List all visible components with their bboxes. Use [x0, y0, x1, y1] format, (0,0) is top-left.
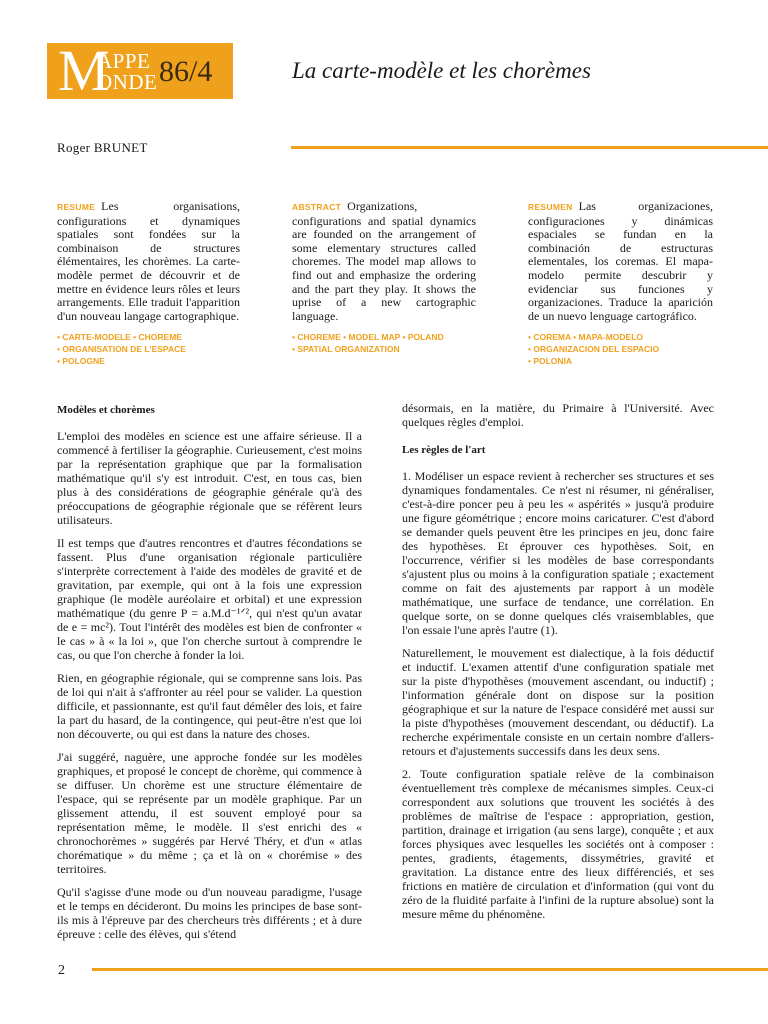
abstract-body: Les organisations, configurations et dynamiques spatiales sont fondées sur la combinaison de structures élémentaires, les chorèmes. La carte-modèle permet de découvrir et de mettre en évidence leurs rôles et leurs arrangements. Elle traduit l'apparition d'un nouveau langage cartographique.	[57, 199, 240, 323]
body-paragraph: L'emploi des modèles en science est une affaire sérieuse. Il a commencé à fertiliser la géographie. Curieusement, c'est moins par la représentation graphique que par la formalisation mathématique qu'il s'y est introduit. C'est, en tous cas, bien plus à des considérations de géographie générale qu'à des préoccupations de géographie régionale que se réfèrent leurs utilisateurs.	[57, 429, 362, 527]
keyword-line: • SPATIAL ORGANIZATION	[292, 344, 400, 355]
body-paragraph: Qu'il s'agisse d'une mode ou d'un nouveau paradigme, l'usage et le temps en décideront. Du moins les principes de base sont-ils mis à l'épreuve par des chercheurs très différents ; et à dure épreuve : celle des élèves, qui s'étend	[57, 885, 362, 941]
abstract-english	[292, 200, 476, 355]
logo-word-bottom: ONDE	[97, 70, 158, 94]
footer-rule	[92, 968, 768, 971]
keyword-list	[528, 331, 713, 367]
abstract-label: RESUME	[57, 202, 96, 212]
body-column-left	[57, 403, 362, 950]
abstract-label: RESUMEN	[528, 202, 573, 212]
logo-word-top: APPE	[97, 49, 151, 73]
keyword-line: • ORGANIZACION DEL ESPACIO	[528, 344, 660, 355]
keyword-line: • ORGANISATION DE L'ESPACE	[57, 344, 186, 355]
body-paragraph: désormais, en la matière, du Primaire à l'Université. Avec quelques règles d'emploi.	[402, 401, 714, 429]
body-paragraph: Il est temps que d'autres rencontres et d'autres fécondations se fassent. Plus d'une organisation régionale particulière s'interprète correctement à l'aide des modèles de gravité et de gravitation, par exemple, qui ont à la fois une expression graphique (le modèle auréolaire et orbital) et une expression mathématique (du genre P = a.M.d⁻¹ᐟ², qui n'est qu'un avatar de e = mc²). Tout l'intérêt des modèles est bien de confronter « le cas » à « la loi », que l'on cherche surtout à comprendre le cas, ou que l'on cherche à fonder la loi.	[57, 536, 362, 662]
abstract-label: ABSTRACT	[292, 202, 342, 212]
issue-number: 86/4	[159, 55, 213, 88]
keyword-list	[57, 331, 240, 367]
body-paragraph: Rien, en géographie régionale, qui se comprenne sans lois. Pas de loi qui n'ait à s'affronter au réel pour se valider. La question difficile, et passionnante, est qu'il faut démêler des lois, et faire la part du hasard, de la contingence, qui peut-être n'est que loi non découverte, ou qui est dans la nature des choses.	[57, 671, 362, 741]
logo-initial: M	[58, 38, 110, 103]
body-paragraph: 2. Toute configuration spatiale relève de la combinaison éventuellement très complexe de mécanismes simples. Ceux-ci correspondent aux solutions que trouvent les sociétés à des problèmes de maîtrise de l'espace : appropriation, gestion, partition, drainage et irrigation (au sens large), conquête ; et aux forces physiques avec lesquelles les sociétés ont à composer : pentes, gradients, étagements, dissymétries, gravité et gravitation. La distance entre des lieux différenciés, et ses frictions en matière de circulation et d'information (qui vont du zéro de la fluidité parfaite à l'infini de la rupture absolue) sont la mesure même du phénomène.	[402, 767, 714, 921]
body-paragraph: J'ai suggéré, naguère, une approche fondée sur les modèles graphiques, et proposé le concept de chorème, qui commence à se diffuser. Un chorème est une structure élémentaire de l'espace, qui se représente par un modèle graphique. Par un glissement attendu, il est souvent employé pour sa représentation même, le modèle. Il s'est enrichi des « chronochorèmes » suggérés par Hervé Théry, et d'un « atlas chorématique » du même ; ça et là on « chorémise » des territoires.	[57, 750, 362, 876]
keyword-line: • CARTE-MODELE • CHOREME	[57, 332, 182, 343]
author-name: Roger BRUNET	[57, 140, 148, 155]
keyword-line: • POLOGNE	[57, 356, 105, 367]
keyword-line: • COREMA • MAPA-MODELO	[528, 332, 644, 343]
article-title: La carte-modèle et les chorèmes	[292, 58, 591, 83]
keyword-line: • CHOREME • MODEL MAP • POLAND	[292, 332, 444, 343]
body-column-right	[402, 401, 714, 930]
abstract-text	[292, 200, 476, 323]
mappemonde-logo	[47, 38, 233, 103]
abstract-text	[57, 200, 240, 323]
abstract-spanish	[528, 200, 713, 367]
section-heading: Les règles de l'art	[402, 444, 486, 456]
abstract-body: Organizations, configurations and spatial dynamics are founded on the arrangement of some elementary structures called choremes. The model map allows to find out and emphasize the ordering and the part they play. It shows the uprise of a new cartographic language.	[292, 199, 476, 323]
abstract-french	[57, 200, 240, 367]
body-paragraph: Naturellement, le mouvement est dialectique, à la fois déductif et inductif. L'examen attentif d'une configuration spatiale met sur la piste d'hypothèses (mouvement ascendant, ou inductif) ; l'information générale dont on dispose sur la position géographique et sur la nature de l'espace considéré met aussi sur la piste d'hypothèses (mouvement descendant, ou déductif). La recherche expérimentale consiste en un certain nombre d'allers-retours et d'ajustements successifs dans les deux sens.	[402, 646, 714, 758]
abstract-body: Las organizaciones, configuraciones y dinámicas espaciales se fundan en la combinación de estructuras elementales, los coremas. El mapa-modelo permite descubrir y evidenciar sus funciones y organizaciones. Traduce la aparición de un nuevo lenguage cartográfico.	[528, 199, 713, 323]
body-paragraph: 1. Modéliser un espace revient à rechercher ses structures et ses dynamiques fondamentales. Ce n'est ni résumer, ni généraliser, c'est-à-dire poncer peu à peu les « aspérités » jusqu'à produire une figure géométrique ; encore moins caricaturer. C'est d'abord se demander quels peuvent être les principes en jeu, donc faire des hypothèses. Et éprouver ces hypothèses. Soit, en l'occurrence, vérifier si les modèles de base correspondants s'ajustent plus ou moins à la configuration spatiale ; exactement comme on fait des ajustements par rapport à un modèle mathématique, une surface de tendance, une corrélation. En quelque sorte, on se donne quelques clés vraisemblables, que l'on essaie l'une après l'autre (1).	[402, 469, 714, 637]
keyword-line: • POLONIA	[528, 356, 573, 367]
page-number: 2	[58, 963, 65, 978]
section-heading: Modèles et chorèmes	[57, 404, 155, 416]
header-rule	[291, 146, 768, 149]
keyword-list	[292, 331, 476, 355]
abstract-text	[528, 200, 713, 323]
